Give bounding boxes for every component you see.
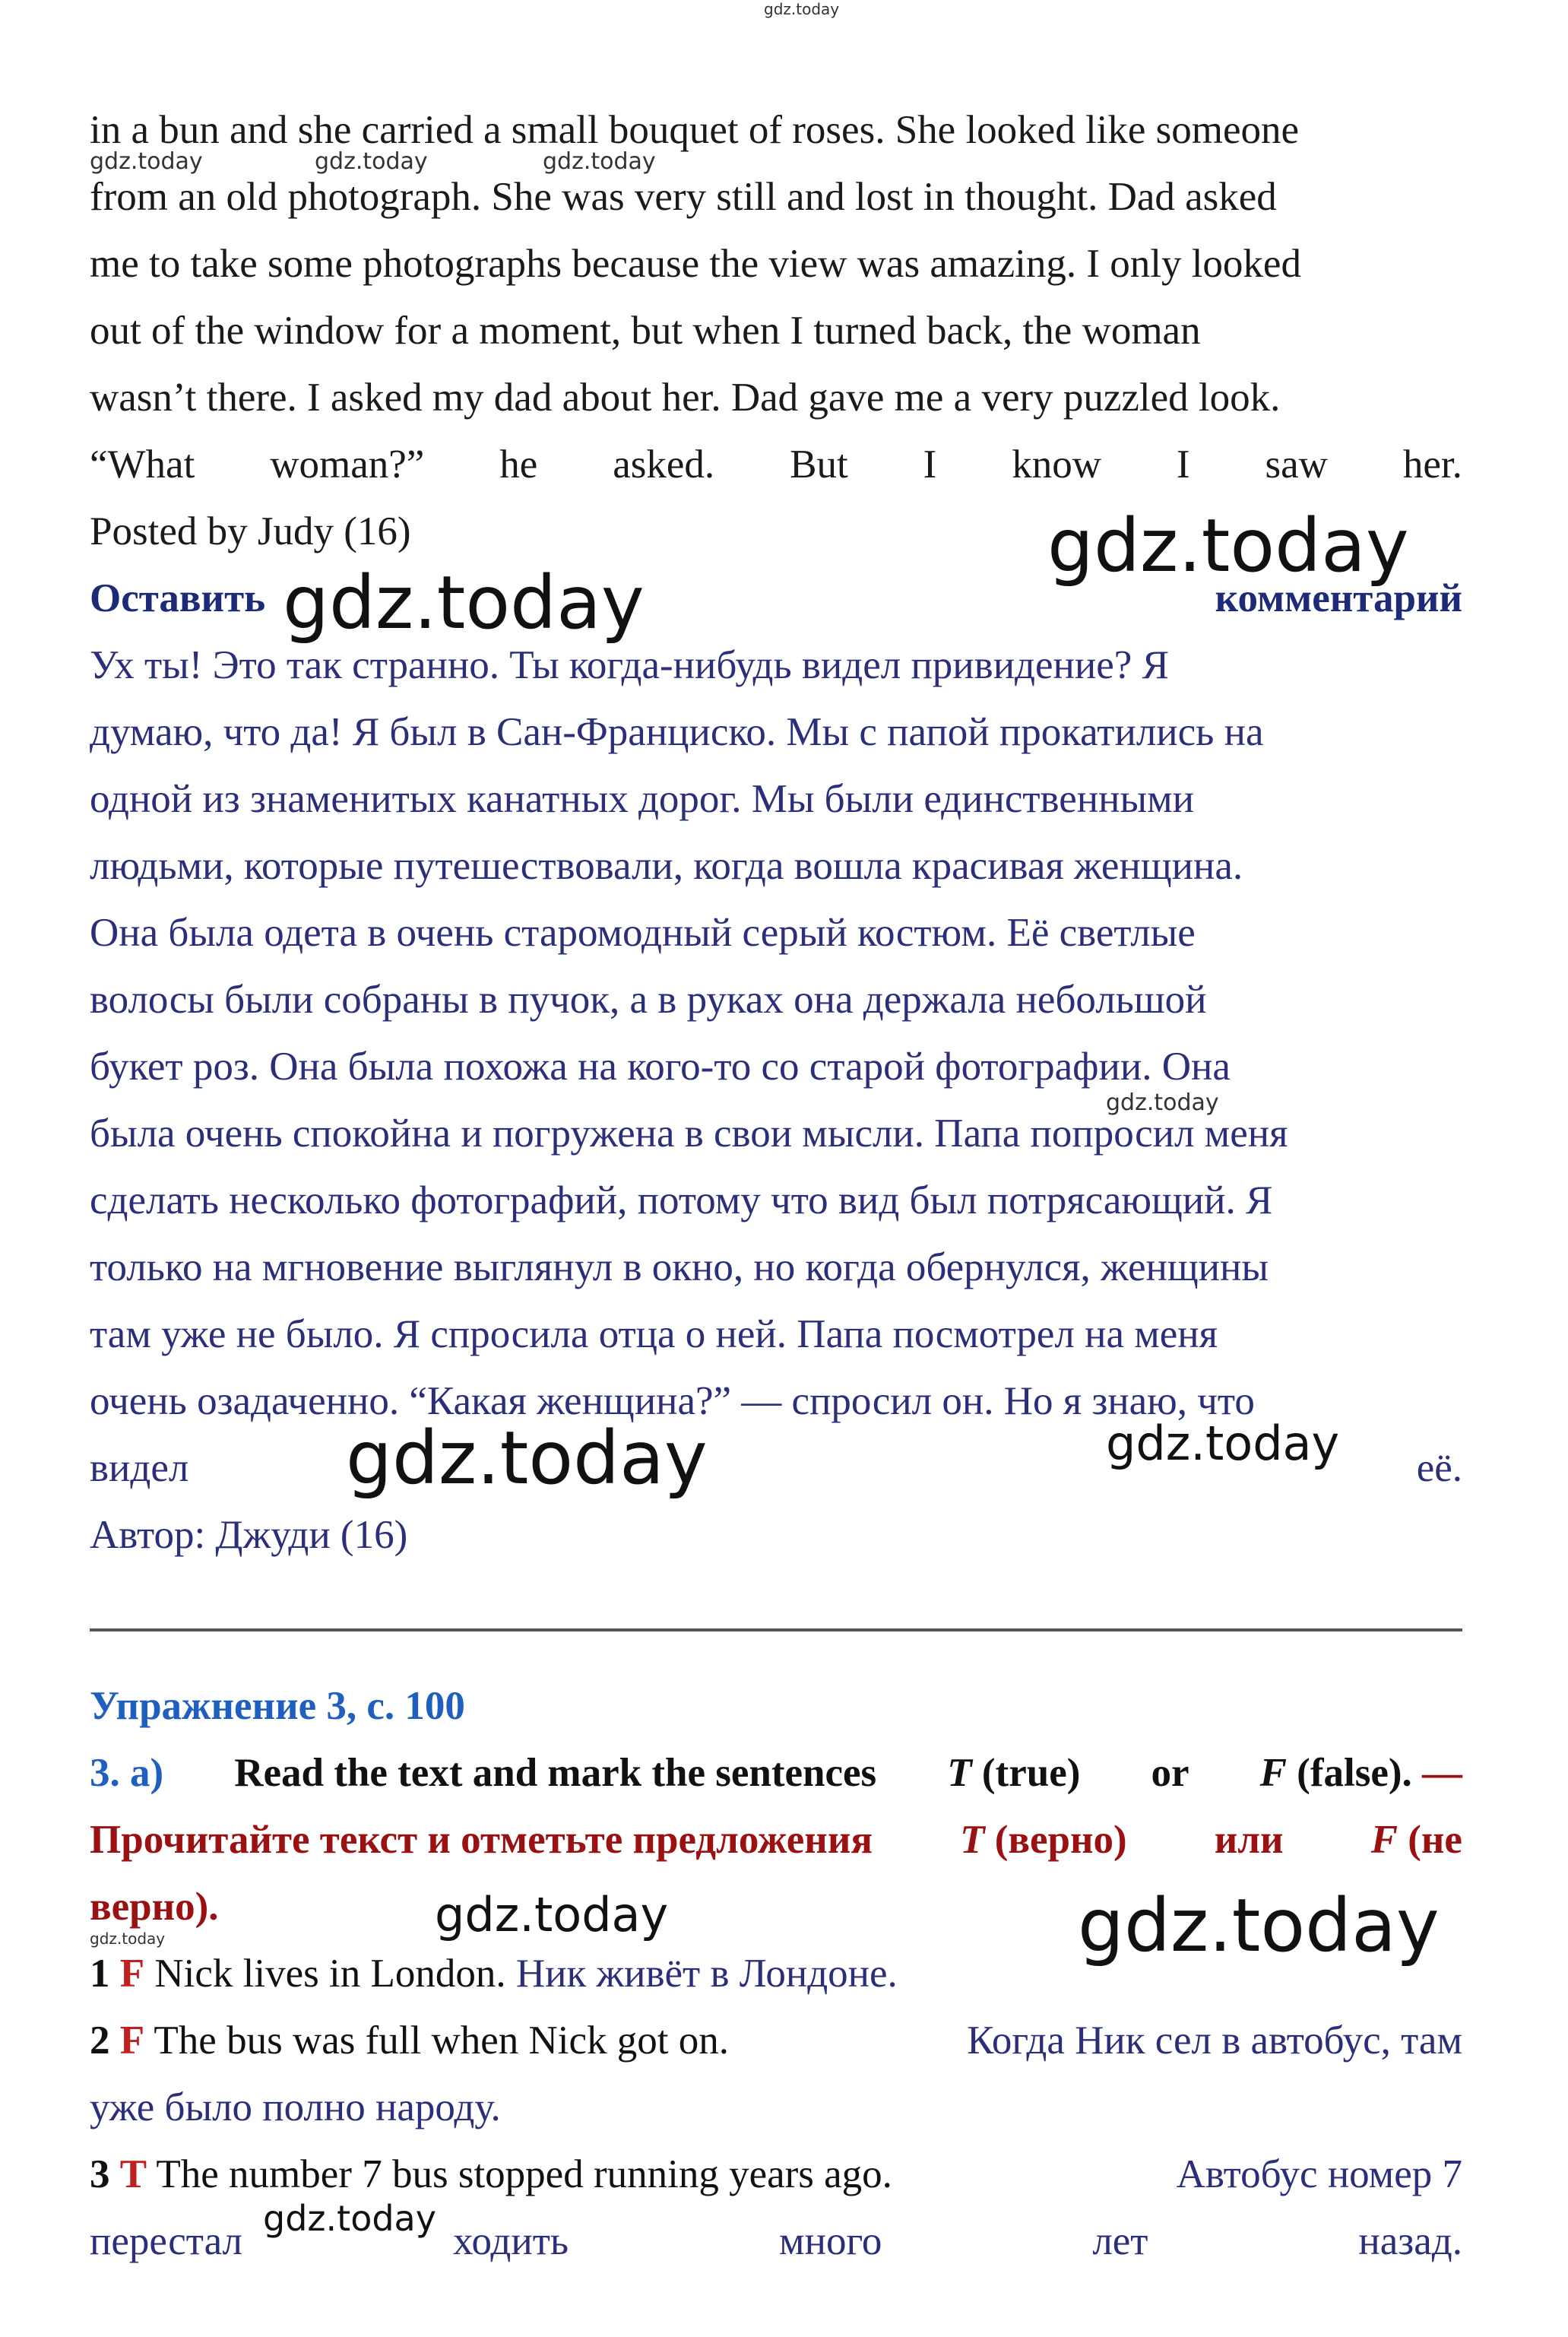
english-line: in a bun and she carried a small bouquet of roses. She looked like someone — [90, 108, 1300, 152]
answer-3-cont — [90, 2208, 1462, 2275]
task-ru-T: T (верно) — [960, 1818, 1127, 1862]
watermark-medium-3: gdz.today — [263, 2198, 436, 2239]
russian-line: одной из знаменитых канатных дорог. Мы были единственными — [90, 777, 1194, 821]
task-ru-or: или — [1214, 1818, 1284, 1862]
task-ru: Прочитайте текст и отметьте предложения — [90, 1818, 873, 1862]
english-line: wasn’t there. I asked my dad about her. Dad gave me a very puzzled look. — [90, 376, 1281, 420]
posted-by: Posted by Judy (16) — [90, 509, 411, 553]
comment-line — [90, 565, 1462, 632]
word: saw — [1265, 442, 1328, 487]
word: he — [499, 442, 538, 487]
answer-2 — [90, 2007, 1462, 2074]
word: “What — [90, 442, 195, 487]
word: её. — [1416, 1446, 1462, 1490]
task-ru-F: F (не — [1370, 1818, 1462, 1862]
watermark-medium-2: gdz.today — [435, 1887, 669, 1942]
task-ru-cont: верно). — [90, 1885, 219, 1929]
russian-line: сделать несколько фотографий, потому что вид был потрясающий. Я — [90, 1178, 1273, 1222]
word: I — [1176, 442, 1190, 487]
russian-line: только на мгновение выглянул в окно, но когда обернулся, женщины — [90, 1245, 1269, 1289]
answer-1 — [90, 1940, 1462, 2007]
watermark-small-1: gdz.today — [90, 148, 203, 175]
watermark-small-2: gdz.today — [315, 148, 428, 175]
author: Автор: Джуди (16) — [90, 1513, 408, 1557]
word: know — [1012, 442, 1101, 487]
task-ru-line — [90, 1806, 1462, 1873]
russian-line: думаю, что да! Я был в Сан-Франциско. Мы с папой прокатились на — [90, 710, 1264, 754]
task-en: Read the text and mark the sentences — [234, 1751, 877, 1795]
english-line: from an old photograph. She was very still and lost in thought. Dad asked — [90, 175, 1277, 219]
russian-line: волосы были собраны в пучок, а в руках она держала небольшой — [90, 978, 1207, 1022]
word: много — [779, 2219, 882, 2263]
watermark-small-4: gdz.today — [1106, 1089, 1219, 1116]
russian-line: Ух ты! Это так странно. Ты когда-нибудь видел привидение? Я — [90, 643, 1169, 687]
watermark-large-4: gdz.today — [1078, 1883, 1440, 1968]
russian-line: очень озадаченно. “Какая женщина?” — спросил он. Но я знаю, что — [90, 1379, 1255, 1423]
exercise-heading: Упражнение 3, с. 100 — [90, 1684, 465, 1728]
answer-number: 1 — [90, 1952, 110, 1996]
russian-line: была очень спокойна и погружена в свои мысли. Папа попросил меня — [90, 1111, 1288, 1156]
english-line: me to take some photographs because the view was amazing. I only looked — [90, 242, 1301, 286]
russian-line: там уже не было. Я спросила отца о ней. Папа посмотрел на меня — [90, 1312, 1218, 1356]
divider — [90, 1628, 1462, 1631]
word: I — [923, 442, 937, 487]
word: woman?” — [270, 442, 425, 487]
answer-en: The number 7 bus stopped running years ago. — [156, 2152, 892, 2196]
watermark-top: gdz.today — [764, 0, 840, 18]
answer-mark: F — [119, 2018, 145, 2063]
task-en-line — [90, 1739, 1462, 1806]
watermark-medium-1: gdz.today — [1106, 1416, 1340, 1471]
task-number: 3. а) — [90, 1751, 164, 1795]
russian-last-line — [90, 1435, 1462, 1501]
word: видел — [90, 1446, 189, 1490]
leave-label: Оставить — [90, 576, 266, 620]
answer-number: 3 — [90, 2152, 110, 2196]
watermark-large-2: gdz.today — [283, 560, 645, 645]
russian-line: людьми, которые путешествовали, когда вошла красивая женщина. — [90, 844, 1243, 888]
english-line: out of the window for a moment, but when I turned back, the woman — [90, 309, 1201, 353]
word: перестал — [90, 2219, 243, 2263]
answer-2-cont: уже было полно народу. — [90, 2085, 501, 2129]
watermark-small-3: gdz.today — [543, 148, 656, 175]
word: But — [790, 442, 848, 487]
english-last-line — [90, 431, 1462, 498]
watermark-large-1: gdz.today — [1047, 503, 1409, 588]
word: asked. — [613, 442, 715, 487]
word: her. — [1402, 442, 1462, 487]
answer-ru: Когда Ник сел в автобус, там — [967, 2018, 1462, 2063]
answer-3 — [90, 2141, 1462, 2208]
comment-label: комментарий — [1215, 576, 1462, 620]
task-en-F: F (false). — — [1259, 1751, 1462, 1795]
word: ходить — [452, 2219, 569, 2263]
answer-number: 2 — [90, 2018, 110, 2063]
answer-ru: Автобус номер 7 — [1176, 2152, 1462, 2196]
task-en-T: T (true) — [947, 1751, 1081, 1795]
russian-line: букет роз. Она была похожа на кого-то со старой фотографии. Она — [90, 1045, 1231, 1089]
answer-en: The bus was full when Nick got on. — [154, 2018, 730, 2063]
watermark-small-5: gdz.today — [90, 1930, 166, 1948]
watermark-large-3: gdz.today — [346, 1416, 708, 1501]
task-en-or: or — [1151, 1751, 1189, 1795]
answer-mark: T — [119, 2152, 147, 2196]
answer-ru: Ник живёт в Лондоне. — [515, 1952, 898, 1996]
word: назад. — [1358, 2219, 1462, 2263]
answer-mark: F — [119, 1952, 145, 1996]
word: лет — [1092, 2219, 1148, 2263]
answer-en: Nick lives in London. — [154, 1952, 506, 1996]
russian-line: Она была одета в очень старомодный серый костюм. Её светлые — [90, 911, 1196, 955]
